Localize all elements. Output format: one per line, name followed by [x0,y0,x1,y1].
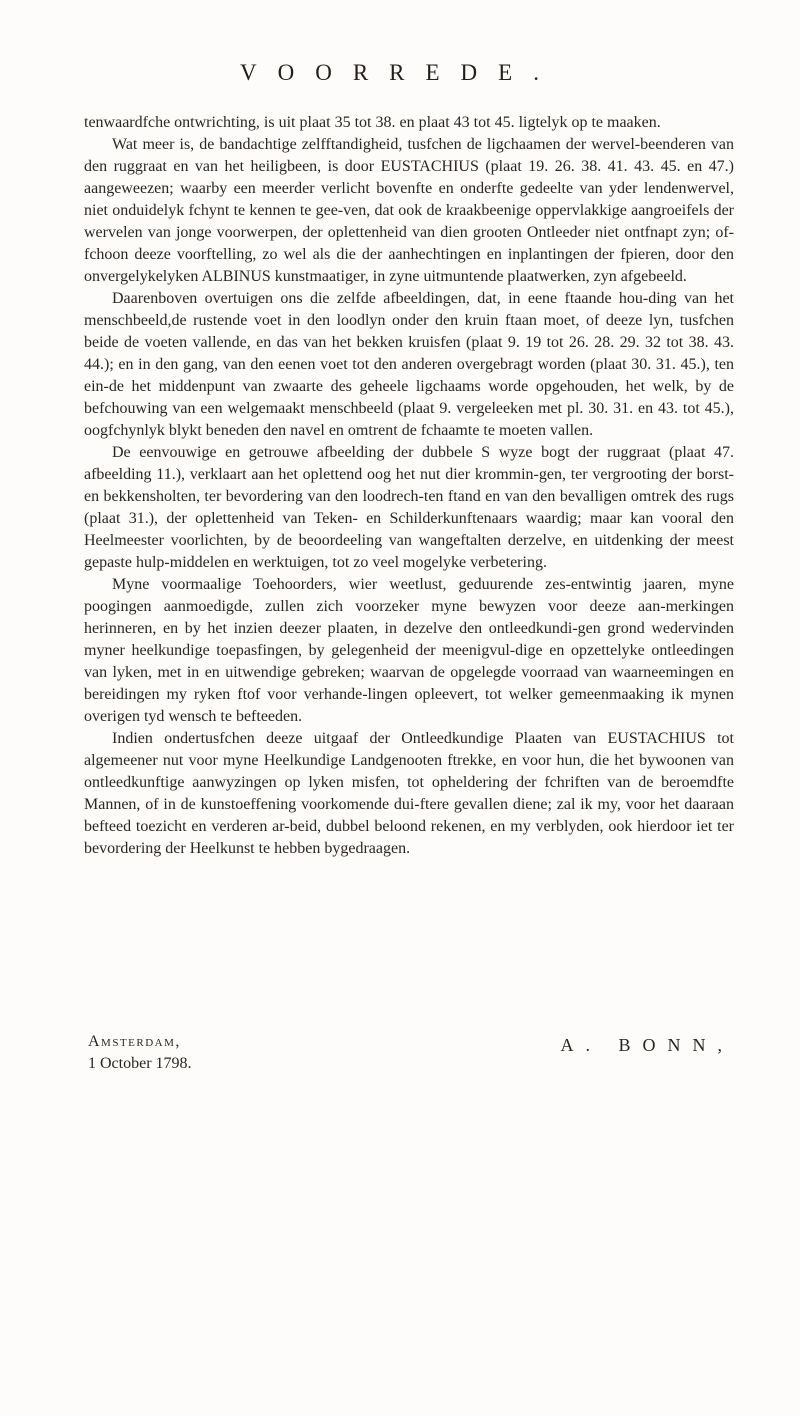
page-heading: VOORREDE. [240,60,560,85]
paragraph-eustachius: Wat meer is, de bandachtige zelfftandigheid, tusfchen de ligchaamen der wervel-beenderen van den ruggraat en van het heiligbeen, is door EUSTACHIUS (plaat 19. 26. 38. 41. 43. 45. en 47.) aangeweezen; waarby een meerder verlicht bovenfte en onderfte gedeelte van yder lendenwervel, niet onduidelyk fchynt te kennen te gee-ven, dat ook de kraakbeenige oppervlakkige aangroeifels der wervelen van jonge voorwerpen, der oplettenheid van dien grooten Ontleeder niet ontfnapt zyn; of-fchoon deeze voorftelling, zo wel als die der aanhechtingen en inplantingen der fpieren, door den onvergelykelyken ALBINUS kunstmaatiger, in zyne uitmuntende plaatwerken, zyn afgebeeld. [84,136,734,285]
preface-body [84,112,734,860]
paragraph-former-listeners: Myne voormaalige Toehoorders, wier weetlust, geduurende zes-entwintig jaaren, myne poogingen aanmoedigde, zullen zich voorzeker myne bewyzen voor deeze aan-merkingen herinneren, en by het inzien deezer plaaten, in dezelve den ontleedkundi-gen grond wedervinden myner heelkundige toepasfingen, by gelegenheid der meenigvul-dige en opzettelyke ontleedingen van lyken, met in en uitwendige gebreken; waarvan de opgelegde voorraad van waarneemingen en bereidingen my ryken ftof voor verhande-lingen opleevert, tot welker gemeenmaaking ik mynen overigen tyd wensch te befteeden. [84,576,734,725]
place-line: Amsterdam, [88,1033,181,1050]
paragraph-spine-curvature: De eenvouwige en getrouwe afbeelding der dubbele S wyze bogt der ruggraat (plaat 47. afbeelding 11.), verklaart aan het oplettend oog het nut dier krommin-gen, ter vergrooting der borst- en bekkensholten, ter bevordering van den loodrech-ten ftand en van den bevalligen omtrek des rugs (plaat 31.), der oplettenheid van Teken- en Schilderkunftenaars waardig; maar kan vooral den Heelmeester voorlichten, by de beoordeeling van wangeftalten derzelve, en uitdenking der meest gepaste hulp-middelen en werktuigen, tot zo veel mogelyke verbetering. [84,444,734,571]
paragraph-closing: Indien ondertusfchen deeze uitgaaf der Ontleedkundige Plaaten van EUSTACHIUS tot algemeener nut voor myne Heelkundige Landgenooten ftrekke, en voor hun, die het bywoonen van ontleedkunftige aanwyzingen op lyken misfen, tot opheldering der fchriften van de beroemdfte Mannen, of in de kunstoeffening voorkomende dui-ftere gevallen diene; zal ik my, voor het daaraan befteed toezicht en verderen ar-beid, dubbel beloond rekenen, en my verblyden, ook hierdoor iet ter bevordering der Heelkunst te hebben bygedraagen. [84,730,734,857]
date-line: 1 October 1798. [88,1055,192,1072]
paragraph-standing-posture: Daarenboven overtuigen ons die zelfde afbeeldingen, dat, in eene ftaande hou-ding van het menschbeeld,de rustende voet in den loodlyn onder den kruin ftaan moet, of deeze lyn, tusfchen beide de voeten vallende, en das van het bekken kruisfen (plaat 9. 19 tot 26. 28. 29. 32 tot 38. 43. 44.); en in den gang, van den eenen voet tot den anderen overgebragt worden (plaat 30. 31. 45.), ten ein-de het middenpunt van zwaarte des geheele ligchaams worde opgehouden, het welk, by de befchouwing van een welgemaakt menschbeeld (plaat 9. vergeleeken met pl. 30. 31. en 43. tot 45.), oogfchynlyk blykt beneden den navel en omtrent de fchaamte te moeten vallen. [84,290,734,439]
paragraph-continuation: tenwaardfche ontwrichting, is uit plaat 35 tot 38. en plaat 43 tot 45. ligtelyk op te maaken. [84,114,661,131]
author-signature: A. BONN, [560,1035,734,1055]
signature-block [88,1033,738,1093]
